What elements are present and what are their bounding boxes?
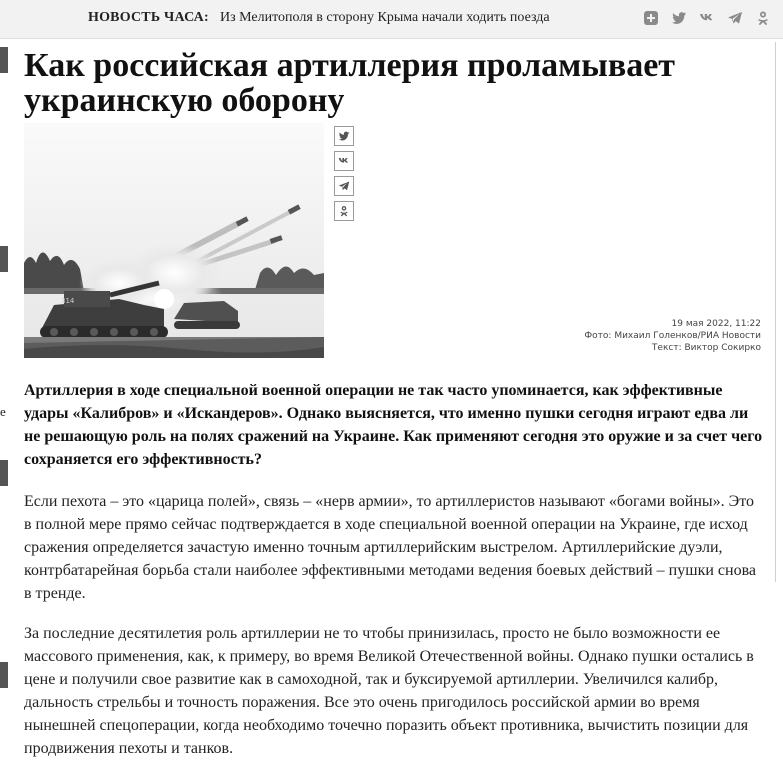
side-panel-fragment: е <box>0 404 6 419</box>
ticker-label: НОВОСТЬ ЧАСА: <box>88 10 209 25</box>
article-meta <box>584 318 761 354</box>
plus-square-icon[interactable] <box>643 10 659 26</box>
side-panel-marker <box>0 460 8 486</box>
share-telegram-button[interactable] <box>334 176 354 196</box>
ticker-headline-link[interactable]: Из Мелитополя в сторону Крыма начали ходить поезда <box>220 10 550 25</box>
telegram-icon[interactable] <box>727 10 743 26</box>
article-paragraph: За последние десятилетия роль артиллерии не то чтобы принизилась, просто не было возможности ее массового применения, как, к примеру, во время Великой Отечественной войны. Однако пушки остались в цене и получили свое развитие как в самоходной, так и буксируемой артиллерии. Увеличился калибр, дальность стрельбы и точность поражения. Все это очень пригодилось российской армии во время нынешней спецоперации, когда необходимо точечно поразить объект противника, вычистить позиции для продвижения пехоты и танков. <box>24 625 754 757</box>
vk-icon[interactable] <box>699 10 715 26</box>
telegram-icon <box>338 180 350 192</box>
side-panel-marker <box>0 246 8 272</box>
side-panel-marker <box>0 47 8 73</box>
twitter-icon <box>338 130 350 142</box>
odnoklassniki-icon[interactable] <box>755 10 771 26</box>
article-headline: Как российская артиллерия проламывает украинскую оборону <box>24 47 675 119</box>
top-social-links <box>643 10 771 26</box>
share-twitter-button[interactable] <box>334 126 354 146</box>
odnoklassniki-icon <box>338 205 350 217</box>
article-photo <box>24 123 324 358</box>
share-vk-button[interactable] <box>334 151 354 171</box>
share-odnoklassniki-button[interactable] <box>334 201 354 221</box>
share-buttons <box>334 126 354 221</box>
text-credit: Текст: Виктор Сокирко <box>651 343 761 353</box>
column-divider <box>775 42 776 582</box>
photo-credit: Фото: Михаил Голенков/РИА Новости <box>584 331 761 341</box>
article-paragraph: Если пехота – это «царица полей», связь – «нерв армии», то артиллеристов называют «богами войны». Это в полной мере прямо сейчас подтверждается в ходе специальной военной операции на Украине, где исход сражения определяется зачастую именно точным артиллерийским выстрелом. Артиллерийские дуэли, контрбатарейная борьба стали наиболее эффективными методами ведения боевых действий – пушки снова в тренде. <box>24 493 757 602</box>
svg-text:314: 314 <box>61 297 75 305</box>
publish-date: 19 мая 2022, 11:22 <box>671 319 761 329</box>
article-lead: Артиллерия в ходе специальной военной операции не так часто упоминается, как эффективные удары «Калибров» и «Искандеров». Однако выясняется, что именно пушки сегодня играют едва ли не решающую роль на полях сражений на Украине. Как применяют сегодня это оружие и за счет чего сохраняется его эффективность? <box>24 382 763 468</box>
news-ticker <box>0 0 783 39</box>
twitter-icon[interactable] <box>671 10 687 26</box>
side-panel-marker <box>0 662 8 688</box>
vk-icon <box>338 155 350 167</box>
